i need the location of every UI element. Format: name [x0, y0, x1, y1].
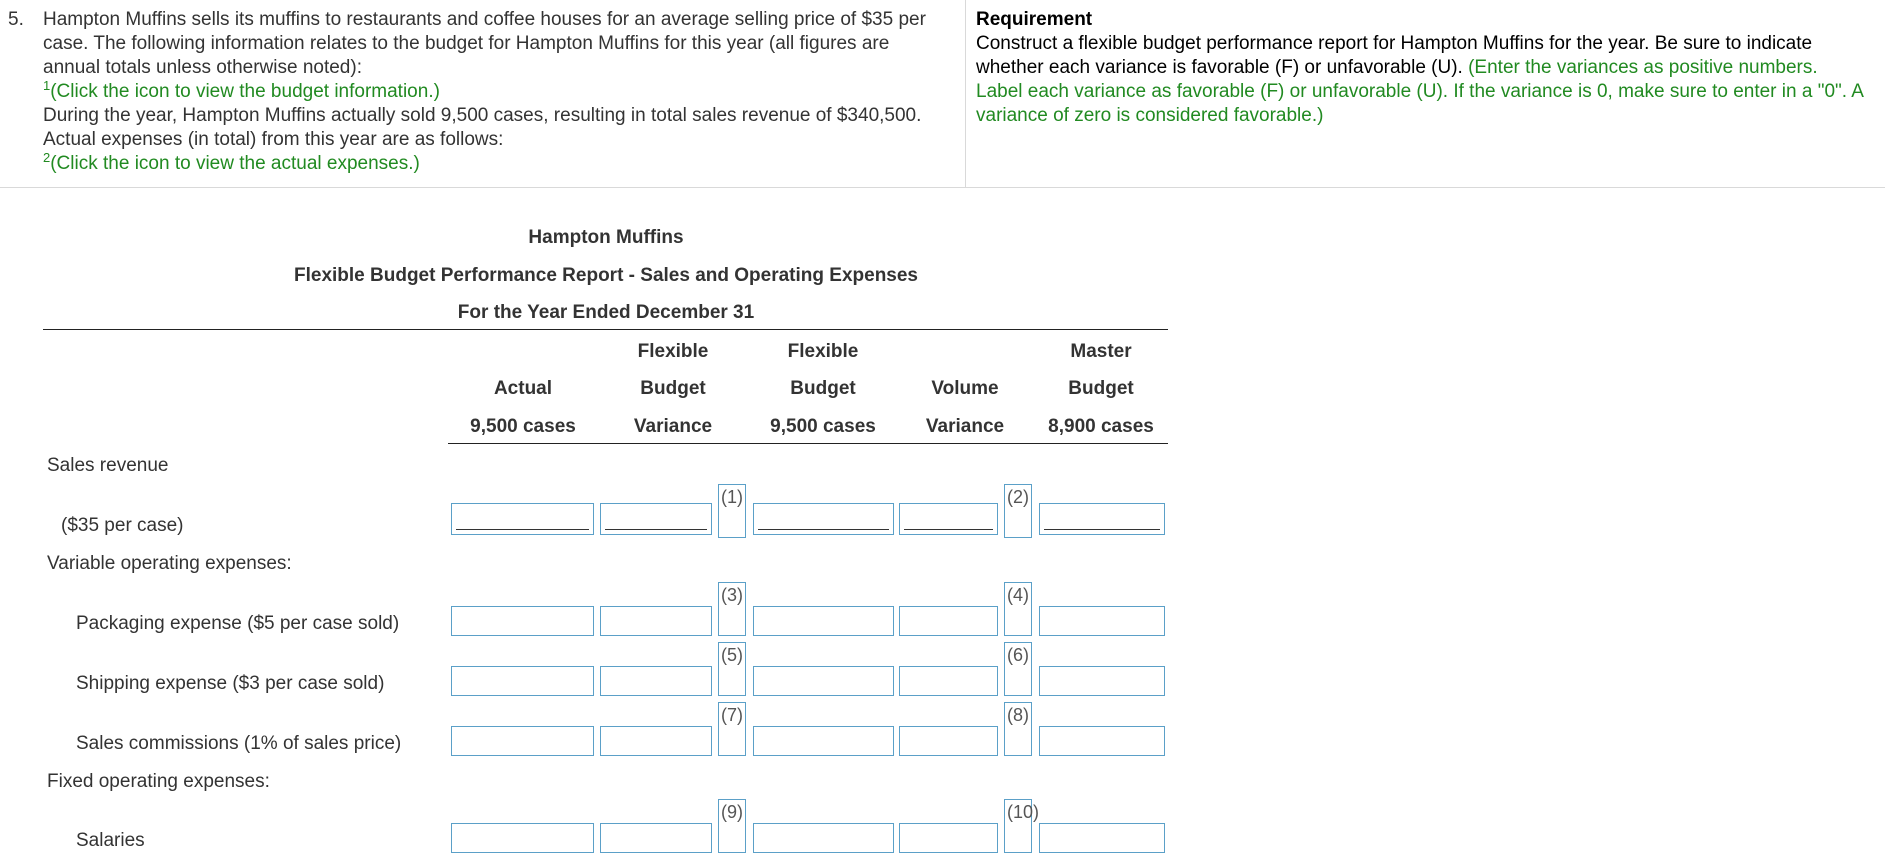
- fu-select-5[interactable]: [718, 642, 746, 696]
- requirement-text-line: [976, 56, 1818, 80]
- budget-info-link-text: (Click the icon to view the budget information.): [50, 81, 440, 102]
- footnote-marker: 1: [43, 78, 51, 93]
- column-header-line: Budget: [790, 378, 856, 399]
- flexible-budget-sales-revenue-input[interactable]: [753, 503, 894, 535]
- flexible-budget-variance-sales-revenue-input[interactable]: [600, 503, 712, 535]
- row-label-variable-expenses: Variable operating expenses:: [47, 553, 292, 574]
- requirement-text-line: Construct a flexible budget performance report for Hampton Muffins for the year. Be sure to indicate: [976, 33, 1813, 54]
- report-company: Hampton Muffins: [528, 227, 684, 248]
- footnote-marker: 2: [43, 150, 51, 165]
- volume-variance-sales-revenue-input[interactable]: [899, 503, 998, 535]
- row-label-sales-rate: ($35 per case): [61, 515, 184, 536]
- column-header-line: Budget: [640, 378, 706, 399]
- column-header-line: 9,500 cases: [470, 416, 576, 437]
- problem-text-line: During the year, Hampton Muffins actually sold 9,500 cases, resulting in total sales revenue of $340,500.: [43, 105, 922, 126]
- problem-text-line: annual totals unless otherwise noted):: [43, 57, 362, 78]
- flexible-budget-variance-shipping-input[interactable]: [600, 666, 712, 696]
- fu-select-6[interactable]: [1004, 642, 1032, 696]
- volume-variance-salaries-input[interactable]: [899, 823, 998, 853]
- column-header-line: Volume: [931, 378, 999, 399]
- header-rule: [43, 329, 1168, 330]
- requirement-instruction-line: Label each variance as favorable (F) or unfavorable (U). If the variance is 0, make sure to enter in a "0". A: [976, 81, 1864, 102]
- fu-marker: (4): [1007, 585, 1029, 605]
- fu-marker: (6): [1007, 645, 1029, 665]
- fu-select-9[interactable]: [718, 799, 746, 853]
- requirement-instruction-line: variance of zero is considered favorable.): [976, 105, 1324, 126]
- fu-marker: (10): [1007, 802, 1040, 822]
- fu-select-10[interactable]: [1004, 799, 1040, 853]
- row-label-fixed-expenses: Fixed operating expenses:: [47, 771, 270, 792]
- master-budget-commissions-input[interactable]: [1039, 726, 1165, 756]
- column-divider: [965, 0, 966, 187]
- problem-text-line: case. The following information relates to the budget for Hampton Muffins for this year (all figures are: [43, 33, 890, 54]
- master-budget-sales-revenue-input[interactable]: [1039, 503, 1165, 535]
- column-header-line: Actual: [493, 378, 553, 399]
- fu-marker: (9): [721, 802, 743, 822]
- row-label-commissions: Sales commissions (1% of sales price): [76, 733, 402, 754]
- flexible-budget-variance-packaging-input[interactable]: [600, 606, 712, 636]
- row-label-packaging: Packaging expense ($5 per case sold): [76, 613, 400, 634]
- flexible-budget-variance-salaries-input[interactable]: [600, 823, 712, 853]
- master-budget-shipping-input[interactable]: [1039, 666, 1165, 696]
- fu-select-1[interactable]: [718, 484, 746, 538]
- actual-shipping-input[interactable]: [451, 666, 594, 696]
- flexible-budget-shipping-input[interactable]: [753, 666, 894, 696]
- volume-variance-packaging-input[interactable]: [899, 606, 998, 636]
- master-budget-packaging-input[interactable]: [1039, 606, 1165, 636]
- problem-text-line: Hampton Muffins sells its muffins to restaurants and coffee houses for an average selling price of $35 per: [43, 9, 926, 30]
- column-header-line: Flexible: [787, 341, 859, 362]
- fu-marker: (5): [721, 645, 743, 665]
- actual-salaries-input[interactable]: [451, 823, 594, 853]
- column-header-line: Master: [1070, 341, 1132, 362]
- column-header-line: 9,500 cases: [770, 416, 876, 437]
- actual-packaging-input[interactable]: [451, 606, 594, 636]
- fu-marker: (7): [721, 705, 743, 725]
- requirement-instruction: (Enter the variances as positive numbers.: [1468, 57, 1818, 78]
- fu-select-4[interactable]: [1004, 582, 1032, 636]
- actual-expenses-link-text: (Click the icon to view the actual expenses.): [50, 153, 420, 174]
- fu-marker: (1): [721, 487, 743, 507]
- fu-marker: (3): [721, 585, 743, 605]
- actual-sales-revenue-input[interactable]: [451, 503, 594, 535]
- flexible-budget-packaging-input[interactable]: [753, 606, 894, 636]
- budget-info-link[interactable]: [43, 80, 440, 104]
- column-header-line: Variance: [925, 416, 1005, 437]
- column-header-line: Variance: [633, 416, 713, 437]
- volume-variance-commissions-input[interactable]: [899, 726, 998, 756]
- flexible-budget-commissions-input[interactable]: [753, 726, 894, 756]
- fu-select-3[interactable]: [718, 582, 746, 636]
- row-label-salaries: Salaries: [76, 830, 145, 851]
- row-label-shipping: Shipping expense ($3 per case sold): [76, 673, 385, 694]
- requirement-title: Requirement: [976, 9, 1093, 30]
- report-title: Flexible Budget Performance Report - Sales and Operating Expenses: [293, 265, 919, 286]
- problem-number: 5.: [8, 9, 24, 30]
- flexible-budget-variance-commissions-input[interactable]: [600, 726, 712, 756]
- master-budget-salaries-input[interactable]: [1039, 823, 1165, 853]
- volume-variance-shipping-input[interactable]: [899, 666, 998, 696]
- fu-marker: (2): [1007, 487, 1029, 507]
- column-header-line: Budget: [1068, 378, 1134, 399]
- fu-select-2[interactable]: [1004, 484, 1032, 538]
- flexible-budget-salaries-input[interactable]: [753, 823, 894, 853]
- section-divider: [0, 187, 1885, 188]
- actual-expenses-link[interactable]: [43, 152, 420, 176]
- report-period: For the Year Ended December 31: [457, 302, 755, 323]
- fu-select-7[interactable]: [718, 702, 746, 756]
- requirement-text: whether each variance is favorable (F) or unfavorable (U).: [976, 57, 1469, 78]
- actual-commissions-input[interactable]: [451, 726, 594, 756]
- problem-text-line: Actual expenses (in total) from this year are as follows:: [43, 129, 504, 150]
- column-header-line: Flexible: [637, 341, 709, 362]
- column-header-rule: [448, 443, 1168, 444]
- column-header-line: 8,900 cases: [1048, 416, 1154, 437]
- row-label-sales-revenue: Sales revenue: [47, 455, 169, 476]
- fu-marker: (8): [1007, 705, 1029, 725]
- fu-select-8[interactable]: [1004, 702, 1032, 756]
